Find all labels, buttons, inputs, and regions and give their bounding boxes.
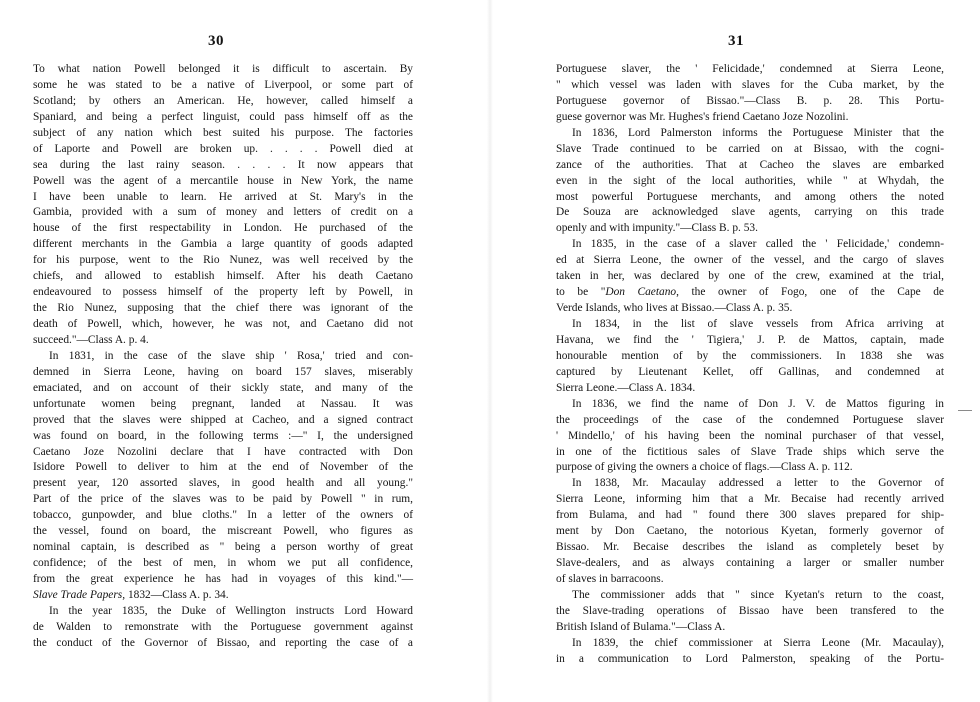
text-line: Spaniard, and being a perfect linguist, could pass himself off as the xyxy=(33,110,413,123)
text-line: demned in Sierra Leone, having on board 157 slaves, miserably xyxy=(33,365,413,378)
text-line: Verde Islands, who lives at Bissao.—Class A. p. 35. xyxy=(556,302,793,315)
page-number-right: 31 xyxy=(728,33,744,49)
text-line: Portuguese slaver, the ' Felicidade,' condemned at Sierra Leone, xyxy=(556,63,944,75)
text-line: was found on board, in the following terms :—" I, the undersigned xyxy=(33,429,413,442)
text-line: proved that the slaves were shipped at Cacheo, and a signed contract xyxy=(33,413,413,426)
page-number-left: 30 xyxy=(208,33,224,49)
text-line: Powell was the agent of a mercantile house in New York, the name xyxy=(33,174,413,187)
citation-title: Slave Trade Papers, xyxy=(33,588,126,601)
text-line: In 1839, the chief commissioner at Sierra Leone (Mr. Macaulay), xyxy=(572,636,944,649)
text-line: house of the first respectability in London. He purchased of the xyxy=(33,222,413,235)
text-line: In 1831, in the case of the slave ship ' Rosa,' tried and con- xyxy=(49,349,413,362)
right-page-text xyxy=(556,62,944,668)
text-line: zance of the authorities. That at Cacheo the slaves are embarked xyxy=(556,158,944,171)
text-line: Slave Trade continued to be carried on at Bissao, with the cogni- xyxy=(556,142,944,155)
text-line: De Souza are acknowledged slave agents, carrying on this trade xyxy=(556,206,944,219)
text-line: emaciated, and on account of their sickly state, and many of the xyxy=(33,381,413,394)
page-edge-mark xyxy=(958,410,972,411)
text-line: the Rio Nunez, supposing that the chief there was ignorant of the xyxy=(33,302,413,315)
text-line: Caetano Joze Nozolini declare that I have contracted with Don xyxy=(33,445,413,458)
text-line: from Bulama, and had " found there 300 slaves prepared for ship- xyxy=(556,509,944,522)
text-line: British Island of Bulama."—Class A. xyxy=(556,620,726,633)
text-line: the vessel, found on board, the miscreant Powell, who figures as xyxy=(33,525,413,538)
text-line: Sierra Leone.—Class A. 1834. xyxy=(556,381,696,394)
text-line: the Slave-trading operations of Bissao have been transfered to the xyxy=(556,604,944,617)
text-line: some he was stated to be a native of Liverpool, or some part of xyxy=(33,78,413,91)
text-line: openly and with impunity."—Class B. p. 53. xyxy=(556,222,758,235)
text-line: Isidore Powell to deliver to him at the end of November of the xyxy=(33,461,413,474)
text-line: from the great experience he has had in voyages of this kind."— xyxy=(33,573,413,585)
text-line: In 1836, Lord Palmerston informs the Portuguese Minister that the xyxy=(572,126,944,139)
text-line: Part of the price of the slaves was to be paid by Powell " in rum, xyxy=(33,493,413,506)
text-line: of slaves in barracoons. xyxy=(556,573,664,585)
text-line: different merchants in the Gambia a large quantity of goods adapted xyxy=(33,238,413,251)
text-line: in a communication to Lord Palmerston, speaking of the Portu- xyxy=(556,652,944,665)
text-line: Havana, we find the ' Tigiera,' J. P. de Mattos, captain, made xyxy=(556,333,944,346)
left-page-text xyxy=(33,62,413,652)
text-line: the proceedings of the case of the condemned Portuguese slaver xyxy=(556,413,944,426)
text-line: To what nation Powell belonged it is difficult to ascertain. By xyxy=(33,63,413,75)
text-line: Sierra Leone, informing him that a Mr. Becaise had recently arrived xyxy=(556,493,944,506)
text-line: " which vessel was laden with slaves for the Cuba market, by the xyxy=(556,78,944,91)
text-line: ment by Don Caetano, the notorious Kyetan, formerly governor of xyxy=(556,525,944,538)
text-line: sea during the last rainy season. . . . . It now appears that xyxy=(33,158,413,171)
text-line: In 1836, we find the name of Don J. V. de Mattos figuring in xyxy=(572,397,944,410)
text-line: nominal captain, is described as " being a person worthy of great xyxy=(33,541,413,554)
text-line: ' Mindello,' of his having been the nominal purchaser of that vessel, xyxy=(556,429,944,442)
text-line: succeed."—Class A. p. 4. xyxy=(33,333,149,346)
text-line: purpose of giving the owners a choice of flags.—Class A. p. 112. xyxy=(556,461,853,474)
text-line: The commissioner adds that " since Kyetan's return to the coast, xyxy=(572,588,944,601)
text-line: confidence; of the best of men, in whom we put all confidence, xyxy=(33,557,413,570)
text-line: Scotland; by others an American. He, however, called himself a xyxy=(33,94,413,107)
text-line-with-italic xyxy=(556,285,944,301)
text-line: captured by Lieutenant Kellet, off Gallinas, and condemned at xyxy=(556,365,944,378)
text-line: In 1834, in the list of slave vessels from Africa arriving at xyxy=(572,318,944,330)
text-line: endeavoured to possess himself of the property left by Powell, in xyxy=(33,286,413,299)
text-line: subject of any nation which best suited his purpose. The factories xyxy=(33,126,413,139)
text-line: death of Powell, which, however, he was not, and Caetano did not xyxy=(33,318,413,330)
italic-name: Don Caetano xyxy=(605,286,677,299)
text-line: present year, 120 assorted slaves, in good health and all young." xyxy=(33,477,413,490)
text-line: guese governor was Mr. Hughes's friend Caetano Joze Nozolini. xyxy=(556,110,849,123)
citation-detail: 1832—Class A. p. 34. xyxy=(127,588,229,601)
text-line: in one of the fictitious sales of Slave Trade ships which serve the xyxy=(556,445,944,458)
text-line: honourable mention of by the commissioners. In 1838 she was xyxy=(556,349,944,362)
text-line: of Laporte and Powell are broken up. . . . . Powell died at xyxy=(33,142,413,155)
text-fragment: , the owner of Fogo, one of the Cape de xyxy=(676,286,944,299)
text-line: even in the sight of the local authorities, while " at Whydah, the xyxy=(556,174,944,187)
citation-line xyxy=(33,588,413,604)
text-line: tobacco, gunpowder, and blue cloths." In a letter of the owners of xyxy=(33,509,413,522)
text-line: de Walden to remonstrate with the Portuguese government against xyxy=(33,620,413,633)
text-line: Portuguese governor of Bissao."—Class B. p. 28. This Portu- xyxy=(556,94,944,107)
text-line: In 1835, in the case of a slaver called the ' Felicidade,' condemn- xyxy=(572,238,944,251)
text-line: Gambia, provided with a sum of money and letters of credit on a xyxy=(33,206,413,219)
text-line: unfortunate women being pregnant, landed at Nassau. It was xyxy=(33,397,413,410)
text-line: chiefs, and allowed to establish himself. After his death Caetano xyxy=(33,270,413,283)
text-line: In the year 1835, the Duke of Wellington instructs Lord Howard xyxy=(49,604,413,617)
text-line: the conduct of the Governor of Bissao, and reporting the case of a xyxy=(33,636,413,649)
text-fragment: to be " xyxy=(556,286,606,299)
text-line: taken in her, was declared by one of the crew, examined at the trial, xyxy=(556,270,944,283)
text-line: for his purpose, went to the Rio Nunez, was well received by the xyxy=(33,254,413,267)
text-line: In 1838, Mr. Macaulay addressed a letter to the Governor of xyxy=(572,477,944,490)
text-line: ed at Sierra Leone, the owner of the vessel, and the cargo of slaves xyxy=(556,254,944,267)
text-line: Bissao. Mr. Becaise describes the island as completely beset by xyxy=(556,541,944,554)
text-line: most powerful Portuguese merchants, and among others the noted xyxy=(556,190,944,203)
text-line: I have been unable to learn. He arrived at St. Mary's in the xyxy=(33,190,413,203)
text-line: Slave-dealers, and as always containing a larger or smaller number xyxy=(556,557,944,570)
